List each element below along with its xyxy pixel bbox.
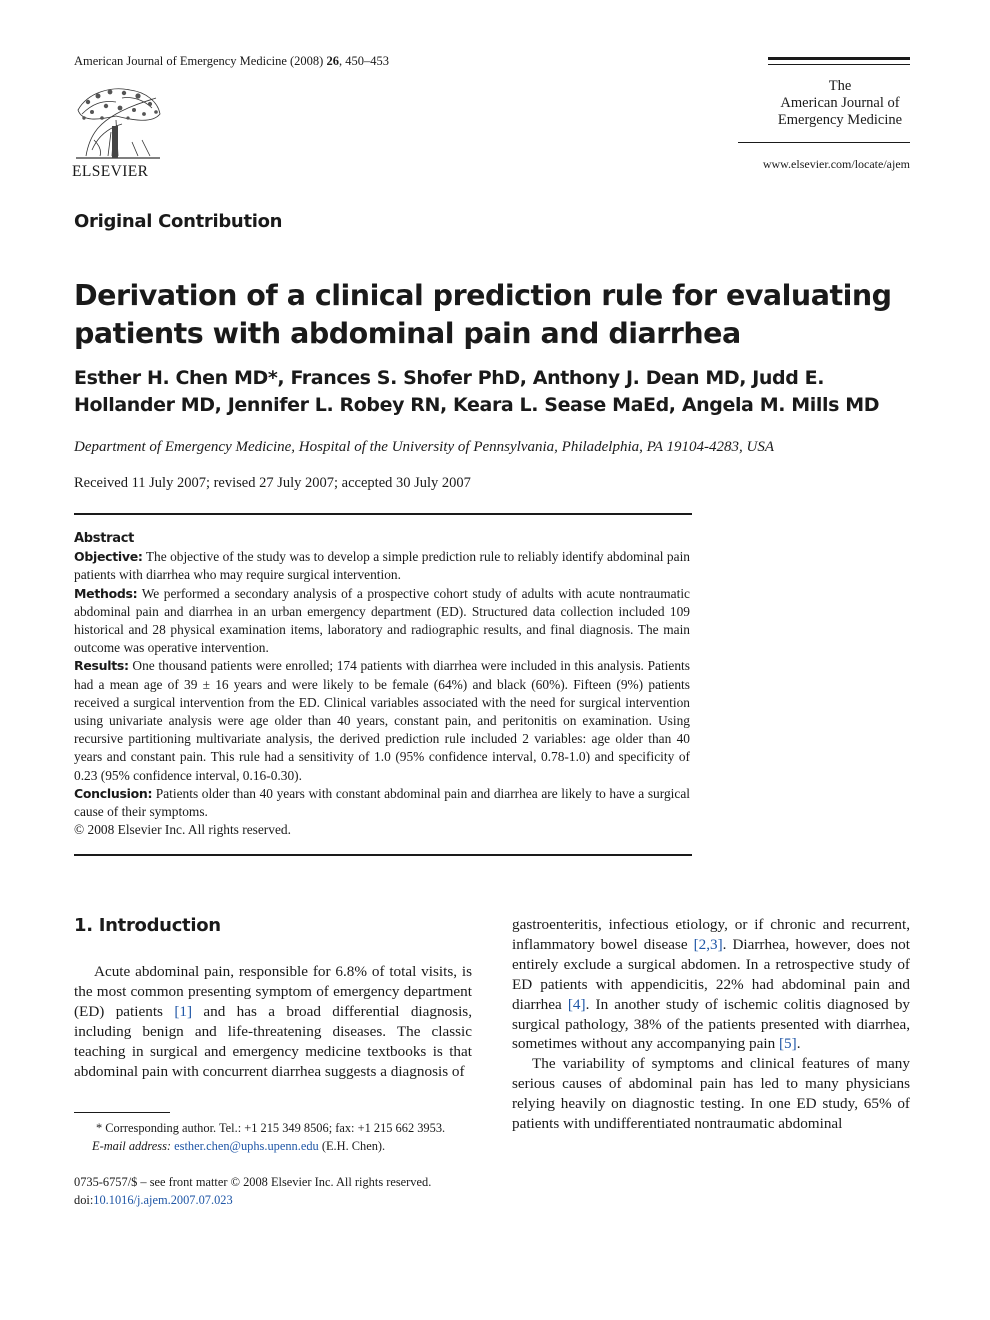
abstract-rule-bottom: [74, 854, 692, 856]
journal-citation: [74, 54, 389, 69]
author-list: Esther H. Chen MD*, Frances S. Shofer PhD, Anthony J. Dean MD, Judd E. Hollander MD, Jennifer L. Robey RN, Keara L. Sease MaEd, Angela M. Mills MD: [74, 367, 880, 416]
journal-masthead: [760, 78, 920, 129]
body-column-left: [74, 962, 472, 1081]
journal-url[interactable]: www.elsevier.com/locate/ajem: [762, 157, 910, 171]
intro-text-segment: Acute abdominal pain, responsible for 6.8% of total visits, is the most common presenting symptom of emergency department (ED) patients: [74, 963, 472, 1020]
journal-name-line-2: American Journal of: [780, 95, 900, 111]
intro-paragraph-1-continued: [512, 915, 910, 1054]
abstract-rule-top: [74, 513, 692, 515]
intro-text-segment: . In another study of ischemic colitis diagnosed by surgical pathology, 38% of the patients presented with diarrhea, sometimes without any accompanying pain: [512, 995, 911, 1053]
journal-rule-thin: [768, 64, 910, 65]
journal-name-line-3: Emergency Medicine: [777, 112, 903, 128]
doi-line: [74, 1191, 484, 1209]
section-type: Original Contribution: [74, 211, 283, 232]
article-title: Derivation of a clinical prediction rule for evaluating patients with abdominal pain and diarrhea: [74, 279, 892, 350]
article-dates: Received 11 July 2007; revised 27 July 2007; accepted 30 July 2007: [74, 475, 471, 491]
intro-text-segment: .: [796, 1035, 801, 1053]
abstract-conclusion: [74, 785, 690, 821]
intro-text-continued: gastroenteritis, infectious etiology, or if chronic and recurrent, inflammatory bowel disease: [512, 916, 910, 953]
front-matter-info: [74, 1173, 484, 1209]
methods-label: Methods:: [74, 585, 138, 601]
abstract-methods: [74, 585, 690, 658]
abstract: [74, 530, 690, 839]
affiliation: Department of Emergency Medicine, Hospital of the University of Pennsylvania, Philadelphia, PA 19104-4283, USA: [74, 439, 775, 455]
results-text: One thousand patients were enrolled; 174 patients with diarrhea were included in this analysis. Patients had a mean age of 39 ± 16 years and were likely to be female (64%) and black (60%). Fifteen (9%) patients received a surgical intervention from the ED. Clinical variables associated with the need for surgical intervention using univariate analysis were age older than 40 years, constant pain, and peritonitis on examination. Using recursive partitioning multivariate analysis, the derived prediction rule included 2 variables: age older than 40 years and constant pain. This rule had a sensitivity of 1.0 (95% confidence interval, 0.78-1.0) and specificity of 0.23 (95% confidence interval, 0.16-0.30).: [74, 658, 690, 783]
intro-paragraph-1-start: [74, 962, 472, 1081]
conclusion-text: Patients older than 40 years with constant abdominal pain and diarrhea are likely to have a surgical cause of their symptoms.: [74, 785, 690, 820]
abstract-heading: Abstract: [74, 531, 135, 546]
journal-volume: 26: [326, 54, 339, 68]
email-label: E-mail address:: [92, 1139, 172, 1153]
journal-citation-name: American Journal of Emergency Medicine (2008): [74, 54, 327, 68]
citation-link-5[interactable]: [5]: [779, 1035, 797, 1053]
footnote-rule: [74, 1112, 170, 1113]
journal-pages: , 450–453: [338, 54, 389, 68]
doi-link[interactable]: 10.1016/j.ajem.2007.07.023: [93, 1193, 233, 1207]
intro-text-segment: . Diarrhea, however, does not entirely exclude a surgical abdomen. In a retrospective study of ED patients with appendicitis, 22% had abdominal pain and diarrhea: [512, 935, 911, 1013]
corresponding-author-note: * Corresponding author. Tel.: +1 215 349 8506; fax: +1 215 662 3953.: [96, 1121, 446, 1135]
conclusion-label: Conclusion:: [74, 785, 153, 801]
doi-prefix: doi:: [74, 1193, 94, 1207]
email-link[interactable]: esther.chen@uphs.upenn.edu: [174, 1139, 319, 1153]
objective-text: The objective of the study was to develop a simple prediction rule to reliably identify abdominal pain patients with diarrhea who may require surgical intervention.: [74, 549, 690, 583]
introduction-heading: 1. Introduction: [74, 915, 221, 936]
journal-rule-bottom: [738, 142, 910, 143]
journal-name-line-1: The: [828, 78, 852, 94]
abstract-copyright: © 2008 Elsevier Inc. All rights reserved.: [74, 822, 291, 838]
methods-text: We performed a secondary analysis of a prospective cohort study of adults with acute nontraumatic abdominal pain and diarrhea in an urban emergency department (ED). Structured data collection included 109 historical and 28 physical examination items, laboratory and radiographic results, and final diagnosis. The main outcome was operative intervention.: [74, 585, 690, 656]
citation-link-1[interactable]: [1]: [174, 1002, 193, 1020]
citation-link-2-3[interactable]: [2,3]: [693, 935, 723, 953]
intro-text-segment: and has a broad differential diagnosis, including benign and life-threatening diseases. The classic teaching in surgical and emergency medicine textbooks is that abdominal pain with concurrent diarrhea suggests a diagnosis of: [74, 1002, 472, 1080]
issn-line: 0735-6757/$ – see front matter © 2008 Elsevier Inc. All rights reserved.: [74, 1175, 432, 1189]
abstract-results: [74, 657, 690, 784]
footnotes: [74, 1119, 472, 1155]
publisher-name: ELSEVIER: [72, 163, 149, 180]
results-label: Results:: [74, 658, 129, 674]
intro-paragraph-2: The variability of symptoms and clinical features of many serious causes of abdominal pain has led to many physicians relying heavily on diagnostic testing. In one ED study, 65% of patients with undifferentiated nontraumatic abdominal: [512, 1055, 910, 1133]
email-suffix: (E.H. Chen).: [318, 1139, 386, 1153]
email-note: [74, 1137, 472, 1155]
objective-label: Objective:: [74, 549, 143, 565]
body-column-right: [512, 915, 910, 1134]
abstract-objective: [74, 548, 690, 584]
journal-rule-thick: [768, 57, 910, 60]
citation-link-4[interactable]: [4]: [567, 995, 586, 1013]
